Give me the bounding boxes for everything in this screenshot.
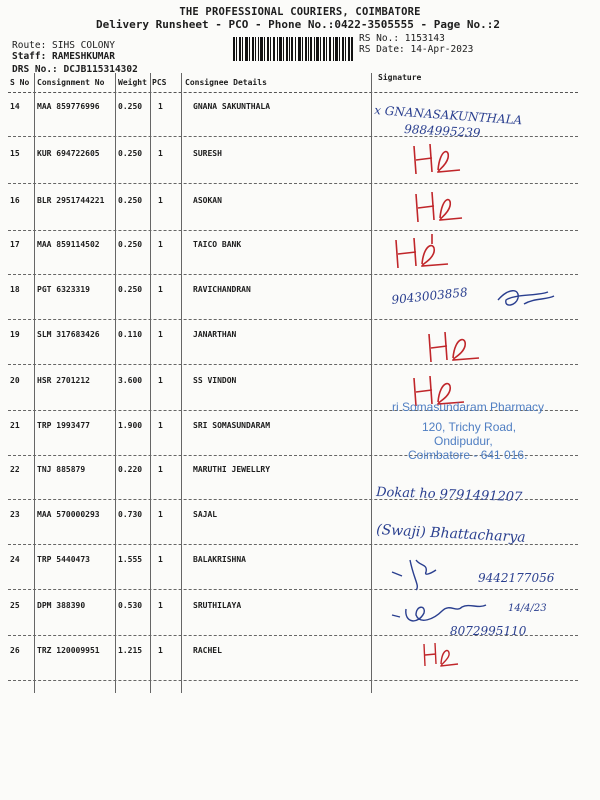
- row-weight: 0.250: [118, 240, 143, 249]
- row-sno: 25: [10, 601, 20, 610]
- row-sno: 15: [10, 149, 20, 158]
- row-consignee: BALAKRISHNA: [193, 555, 246, 564]
- rs-number: RS No.: 1153143: [359, 33, 445, 44]
- row-pcs: 1: [158, 555, 163, 564]
- row-pcs: 1: [158, 510, 163, 519]
- row-sno: 21: [10, 421, 20, 430]
- row-consignment: MAA 859114502: [37, 240, 100, 249]
- row-consignee: SAJAL: [193, 510, 218, 519]
- row-divider: [8, 274, 578, 275]
- row-sno: 14: [10, 102, 20, 111]
- row-pcs: 1: [158, 196, 163, 205]
- table-row: [0, 236, 600, 282]
- row-weight: 1.555: [118, 555, 143, 564]
- svg-text:9442177056: 9442177056: [478, 571, 555, 585]
- row-consignee: SRI SOMASUNDARAM: [193, 421, 271, 430]
- row-weight: 3.600: [118, 376, 143, 385]
- row-pcs: 1: [158, 149, 163, 158]
- row-weight: 0.110: [118, 330, 143, 339]
- runsheet-subtitle: Delivery Runsheet - PCO - Phone No.:0422-3505555 - Page No.:2: [96, 18, 500, 31]
- table-row: [0, 145, 600, 191]
- signature-row-16: [412, 188, 492, 228]
- row-pcs: 1: [158, 240, 163, 249]
- row-weight: 0.250: [118, 196, 143, 205]
- row-consignment: BLR 2951744221: [37, 196, 105, 205]
- row-weight: 0.250: [118, 102, 143, 111]
- row-consignee: MARUTHI JEWELLRY: [193, 465, 271, 474]
- row-consignment: SLM 317683426: [37, 330, 100, 339]
- row-weight: 0.250: [118, 149, 143, 158]
- row-weight: 1.215: [118, 646, 143, 655]
- row-consignment: DPM 388390: [37, 601, 86, 610]
- row-sno: 23: [10, 510, 20, 519]
- row-sno: 18: [10, 285, 20, 294]
- signature-row-18: [388, 282, 588, 318]
- table-row: [0, 642, 600, 688]
- route-label: Route: SIHS COLONY: [12, 40, 115, 51]
- col-header-weight: Weight: [118, 78, 147, 87]
- svg-text:9884995239: 9884995239: [403, 122, 481, 140]
- col-header-consignment: Consignment No: [37, 78, 105, 87]
- row-sno: 24: [10, 555, 20, 564]
- header-divider: [8, 92, 578, 93]
- col-header-pcs: PCS: [152, 78, 167, 87]
- row-weight: 0.530: [118, 601, 143, 610]
- signature-row-15: [410, 140, 490, 180]
- row-divider: [8, 319, 578, 320]
- row-consignee: ASOKAN: [193, 196, 222, 205]
- row-consignment: KUR 694722605: [37, 149, 100, 158]
- signature-row-19: [425, 326, 505, 368]
- row-pcs: 1: [158, 376, 163, 385]
- row-sno: 20: [10, 376, 20, 385]
- row-consignee: TAICO BANK: [193, 240, 242, 249]
- stamp-line: Ondipudur,: [434, 434, 493, 448]
- stamp-line: ri Somasundaram Pharmacy: [392, 400, 545, 414]
- row-consignment: TRZ 120009951: [37, 646, 100, 655]
- svg-text:14/4/23: 14/4/23: [508, 603, 547, 614]
- row-consignee: SRUTHILAYA: [193, 601, 242, 610]
- row-consignment: PGT 6323319: [37, 285, 90, 294]
- row-weight: 1.900: [118, 421, 143, 430]
- stamp-line: 120, Trichy Road,: [422, 420, 517, 434]
- row-sno: 26: [10, 646, 20, 655]
- signature-row-24: [390, 550, 590, 594]
- row-consignment: TNJ 885879: [37, 465, 86, 474]
- row-sno: 16: [10, 196, 20, 205]
- row-consignment: TRP 5440473: [37, 555, 90, 564]
- barcode: [233, 37, 353, 61]
- row-consignee: RACHEL: [193, 646, 222, 655]
- row-pcs: 1: [158, 465, 163, 474]
- row-consignee: SS VINDON: [193, 376, 237, 385]
- table-row: [0, 326, 600, 372]
- row-pcs: 1: [158, 102, 163, 111]
- svg-text:x GNANASAKUNTHALA: x GNANASAKUNTHALA: [373, 103, 523, 128]
- row-sno: 17: [10, 240, 20, 249]
- rs-date: RS Date: 14-Apr-2023: [359, 44, 474, 55]
- row-weight: 0.730: [118, 510, 143, 519]
- col-header-consignee: Consignee Details: [185, 78, 267, 87]
- svg-text:8072995110: 8072995110: [450, 624, 527, 638]
- row-consignee: RAVICHANDRAN: [193, 285, 251, 294]
- svg-text:9043003858: 9043003858: [390, 285, 469, 307]
- row-pcs: 1: [158, 330, 163, 339]
- row-pcs: 1: [158, 646, 163, 655]
- row-consignee: GNANA SAKUNTHALA: [193, 102, 271, 111]
- row-pcs: 1: [158, 421, 163, 430]
- staff-label: Staff: RAMESHKUMAR: [12, 51, 115, 62]
- col-header-sno: S No: [10, 78, 30, 87]
- row-sno: 19: [10, 330, 20, 339]
- drs-number: DRS No.: DCJB115314302: [12, 64, 138, 75]
- row-divider: [8, 230, 578, 231]
- col-header-signature: Signature: [378, 73, 422, 82]
- stamp-line: Coimbatore - 641 016.: [408, 448, 528, 462]
- svg-text:(Swaji) Bhattacharya: (Swaji) Bhattacharya: [375, 522, 526, 546]
- signature-row-26: [420, 640, 480, 670]
- table-row: [0, 192, 600, 238]
- signature-row-17: [392, 232, 472, 274]
- svg-text:Dokat ho 9791491207: Dokat ho 9791491207: [375, 485, 523, 506]
- row-consignment: MAA 570000293: [37, 510, 100, 519]
- signature-row-23: [374, 512, 594, 546]
- row-pcs: 1: [158, 285, 163, 294]
- row-divider: [8, 183, 578, 184]
- signature-row-25: [390, 595, 590, 641]
- row-pcs: 1: [158, 601, 163, 610]
- row-weight: 0.220: [118, 465, 143, 474]
- signature-row-14: [372, 100, 552, 140]
- row-consignee: SURESH: [193, 149, 222, 158]
- row-divider: [8, 680, 578, 681]
- company-title: THE PROFESSIONAL COURIERS, COIMBATORE: [179, 6, 421, 18]
- row-sno: 22: [10, 465, 20, 474]
- row-consignee: JANARTHAN: [193, 330, 237, 339]
- row-consignment: TRP 1993477: [37, 421, 90, 430]
- row-weight: 0.250: [118, 285, 143, 294]
- row-consignment: HSR 2701212: [37, 376, 90, 385]
- row-consignment: MAA 859776996: [37, 102, 100, 111]
- signature-row-22: [374, 476, 584, 506]
